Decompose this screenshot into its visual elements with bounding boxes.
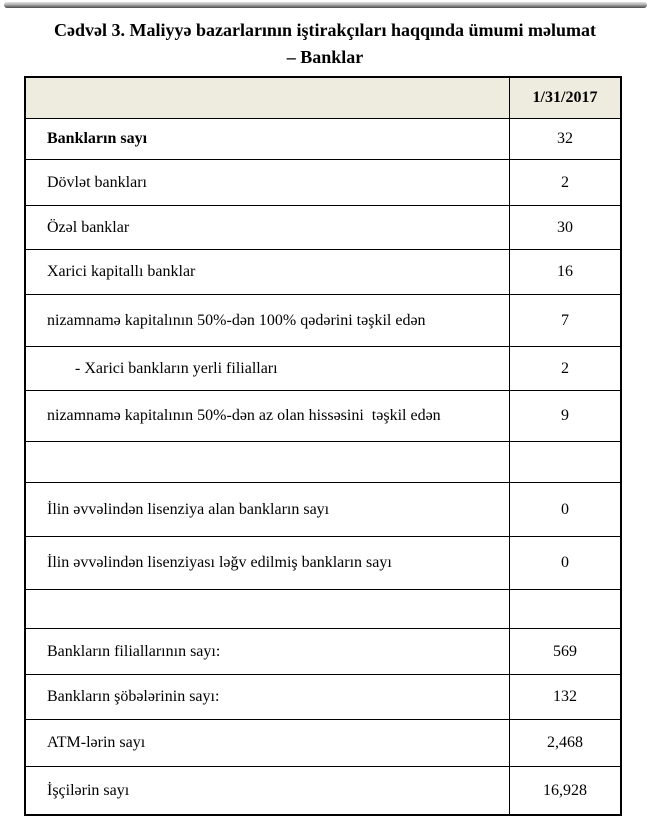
table-header-row xyxy=(26,78,620,118)
row-label xyxy=(26,590,509,628)
row-value: 132 xyxy=(509,675,620,719)
row-state-banks xyxy=(26,159,620,205)
row-label xyxy=(26,442,509,482)
top-divider-rule xyxy=(4,2,647,8)
row-value: 7 xyxy=(509,295,620,346)
row-foreign-capital-banks xyxy=(26,249,620,294)
row-value: 0 xyxy=(509,537,620,589)
row-foreign-local-branches xyxy=(26,346,620,390)
row-newly-licensed-banks xyxy=(26,482,620,536)
row-label: Özəl banklar xyxy=(47,218,130,236)
row-bank-divisions xyxy=(26,674,620,719)
row-label: Bankların sayı xyxy=(47,130,148,147)
row-value: 569 xyxy=(509,629,620,674)
row-label: Bankların filiallarının sayı: xyxy=(47,642,221,660)
row-capital-50-to-100 xyxy=(26,294,620,346)
table-title xyxy=(0,17,650,71)
row-value: 32 xyxy=(509,119,620,159)
row-value: 16,928 xyxy=(509,767,620,814)
row-revoked-license-banks xyxy=(26,536,620,589)
banks-overview-table xyxy=(24,76,622,816)
row-value: 16 xyxy=(509,250,620,294)
row-value: 30 xyxy=(509,206,620,249)
row-value: 2 xyxy=(509,160,620,205)
row-private-banks xyxy=(26,205,620,249)
row-label: İşçilərin sayı xyxy=(47,781,130,799)
row-value xyxy=(509,442,620,482)
row-label: - Xarici bankların yerli filialları xyxy=(75,359,278,377)
row-capital-under-50 xyxy=(26,390,620,441)
row-label: İlin əvvəlindən lisenziyası ləğv edilmiş bankların sayı xyxy=(47,554,392,571)
row-value xyxy=(509,590,620,628)
row-spacer-2 xyxy=(26,589,620,628)
row-value: 9 xyxy=(509,391,620,441)
row-employees-count xyxy=(26,766,620,814)
row-label: nizamnamə kapitalının 50%-dən 100% qədərini təşkil edən xyxy=(47,311,426,329)
table-title-line1: Cədvəl 3. Maliyyə bazarlarının iştirakçıları haqqında ümumi məlumat xyxy=(53,20,596,40)
row-spacer-1 xyxy=(26,441,620,482)
row-value: 2,468 xyxy=(509,720,620,766)
row-label: ATM-lərin sayı xyxy=(47,734,146,751)
row-value: 2 xyxy=(509,347,620,390)
row-value: 0 xyxy=(509,483,620,536)
row-bank-branches xyxy=(26,628,620,674)
row-label: Xarici kapitallı banklar xyxy=(47,263,196,280)
row-atm-count xyxy=(26,719,620,766)
table-title-line2: – Banklar xyxy=(286,47,364,67)
header-empty-cell xyxy=(26,78,509,118)
row-total-banks xyxy=(26,118,620,159)
row-label: Dövlət bankları xyxy=(47,173,147,191)
row-label: nizamnamə kapitalının 50%-dən az olan hissəsini təşkil edən xyxy=(47,407,441,424)
row-label: İlin əvvəlindən lisenziya alan bankların sayı xyxy=(47,500,330,518)
header-date-cell: 1/31/2017 xyxy=(509,78,620,118)
row-label: Bankların şöbələrinin sayı: xyxy=(47,688,220,705)
